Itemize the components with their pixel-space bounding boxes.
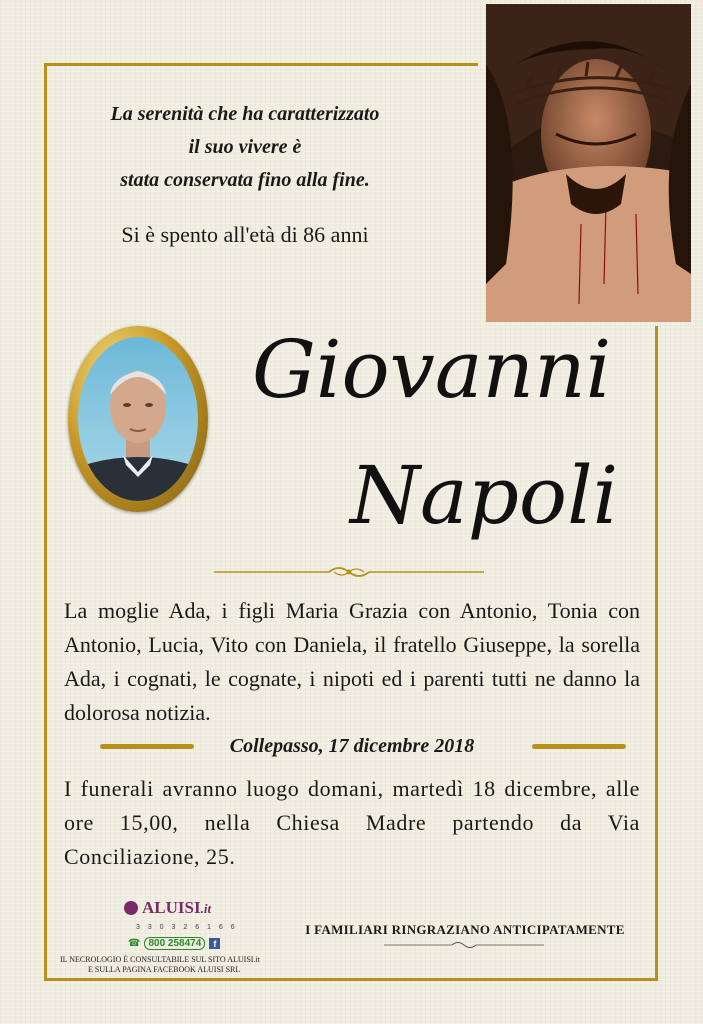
age-line: Si è spento all'età di 86 anni (121, 222, 369, 247)
frame-right-line (655, 326, 658, 981)
quote-line-3: stata conservata fino alla fine. (120, 169, 370, 191)
thanks-ornament (384, 940, 544, 950)
agency-phone-digits: 3 3 0 3 2 6 1 6 6 (136, 924, 238, 931)
quote-line-2: il suo vivere è (188, 136, 302, 158)
frame-bottom-line (44, 978, 658, 981)
agency-logo-suffix: .it (200, 901, 212, 916)
facebook-icon: f (209, 938, 220, 949)
last-name: Napoli (350, 449, 619, 542)
first-name: Giovanni (252, 323, 612, 416)
agency-free-number: 800 258474 (144, 937, 205, 950)
agency-logo (60, 898, 290, 918)
phone-icon: ☎ (128, 938, 141, 949)
funeral-info: I funerali avranno luogo domani, martedì 18 dicembre, alle ore 15,00, nella Chiesa Madre partendo da Via Conciliazione, 25. (64, 776, 640, 869)
agency-logo-block (60, 898, 290, 975)
agency-note-2: E SULLA PAGINA FACEBOOK ALUISI SRL (88, 965, 241, 974)
place-date: Collepasso, 17 dicembre 2018 (229, 735, 475, 757)
christ-face-illustration (486, 4, 691, 322)
agency-free-number-row (60, 933, 290, 951)
portrait-illustration (78, 337, 198, 501)
quote-block (60, 98, 430, 197)
crucifix-image (486, 4, 691, 322)
agency-logo-icon (124, 901, 138, 915)
quote-line-1: La serenità che ha caratterizzato (110, 103, 380, 125)
family-announcement: La moglie Ada, i figli Maria Grazia con Antonio, Tonia con Antonio, Lucia, Vito con Daniela, il fratello Giuseppe, la sorella Ada, i cognati, le cognate, i nipoti ed i parenti tutti ne danno la dolorosa notizia. (64, 598, 640, 725)
agency-logo-text: ALUISI (142, 898, 201, 917)
frame-left-line (44, 63, 47, 981)
ornament-divider (214, 562, 484, 582)
portrait-photo (78, 337, 198, 501)
thanks-line: I FAMILIARI RINGRAZIANO ANTICIPATAMENTE (305, 922, 625, 937)
agency-note-1: IL NECROLOGIO È CONSULTABILE SUL SITO ALUISI.it (60, 955, 260, 964)
frame-top-line (44, 63, 478, 66)
